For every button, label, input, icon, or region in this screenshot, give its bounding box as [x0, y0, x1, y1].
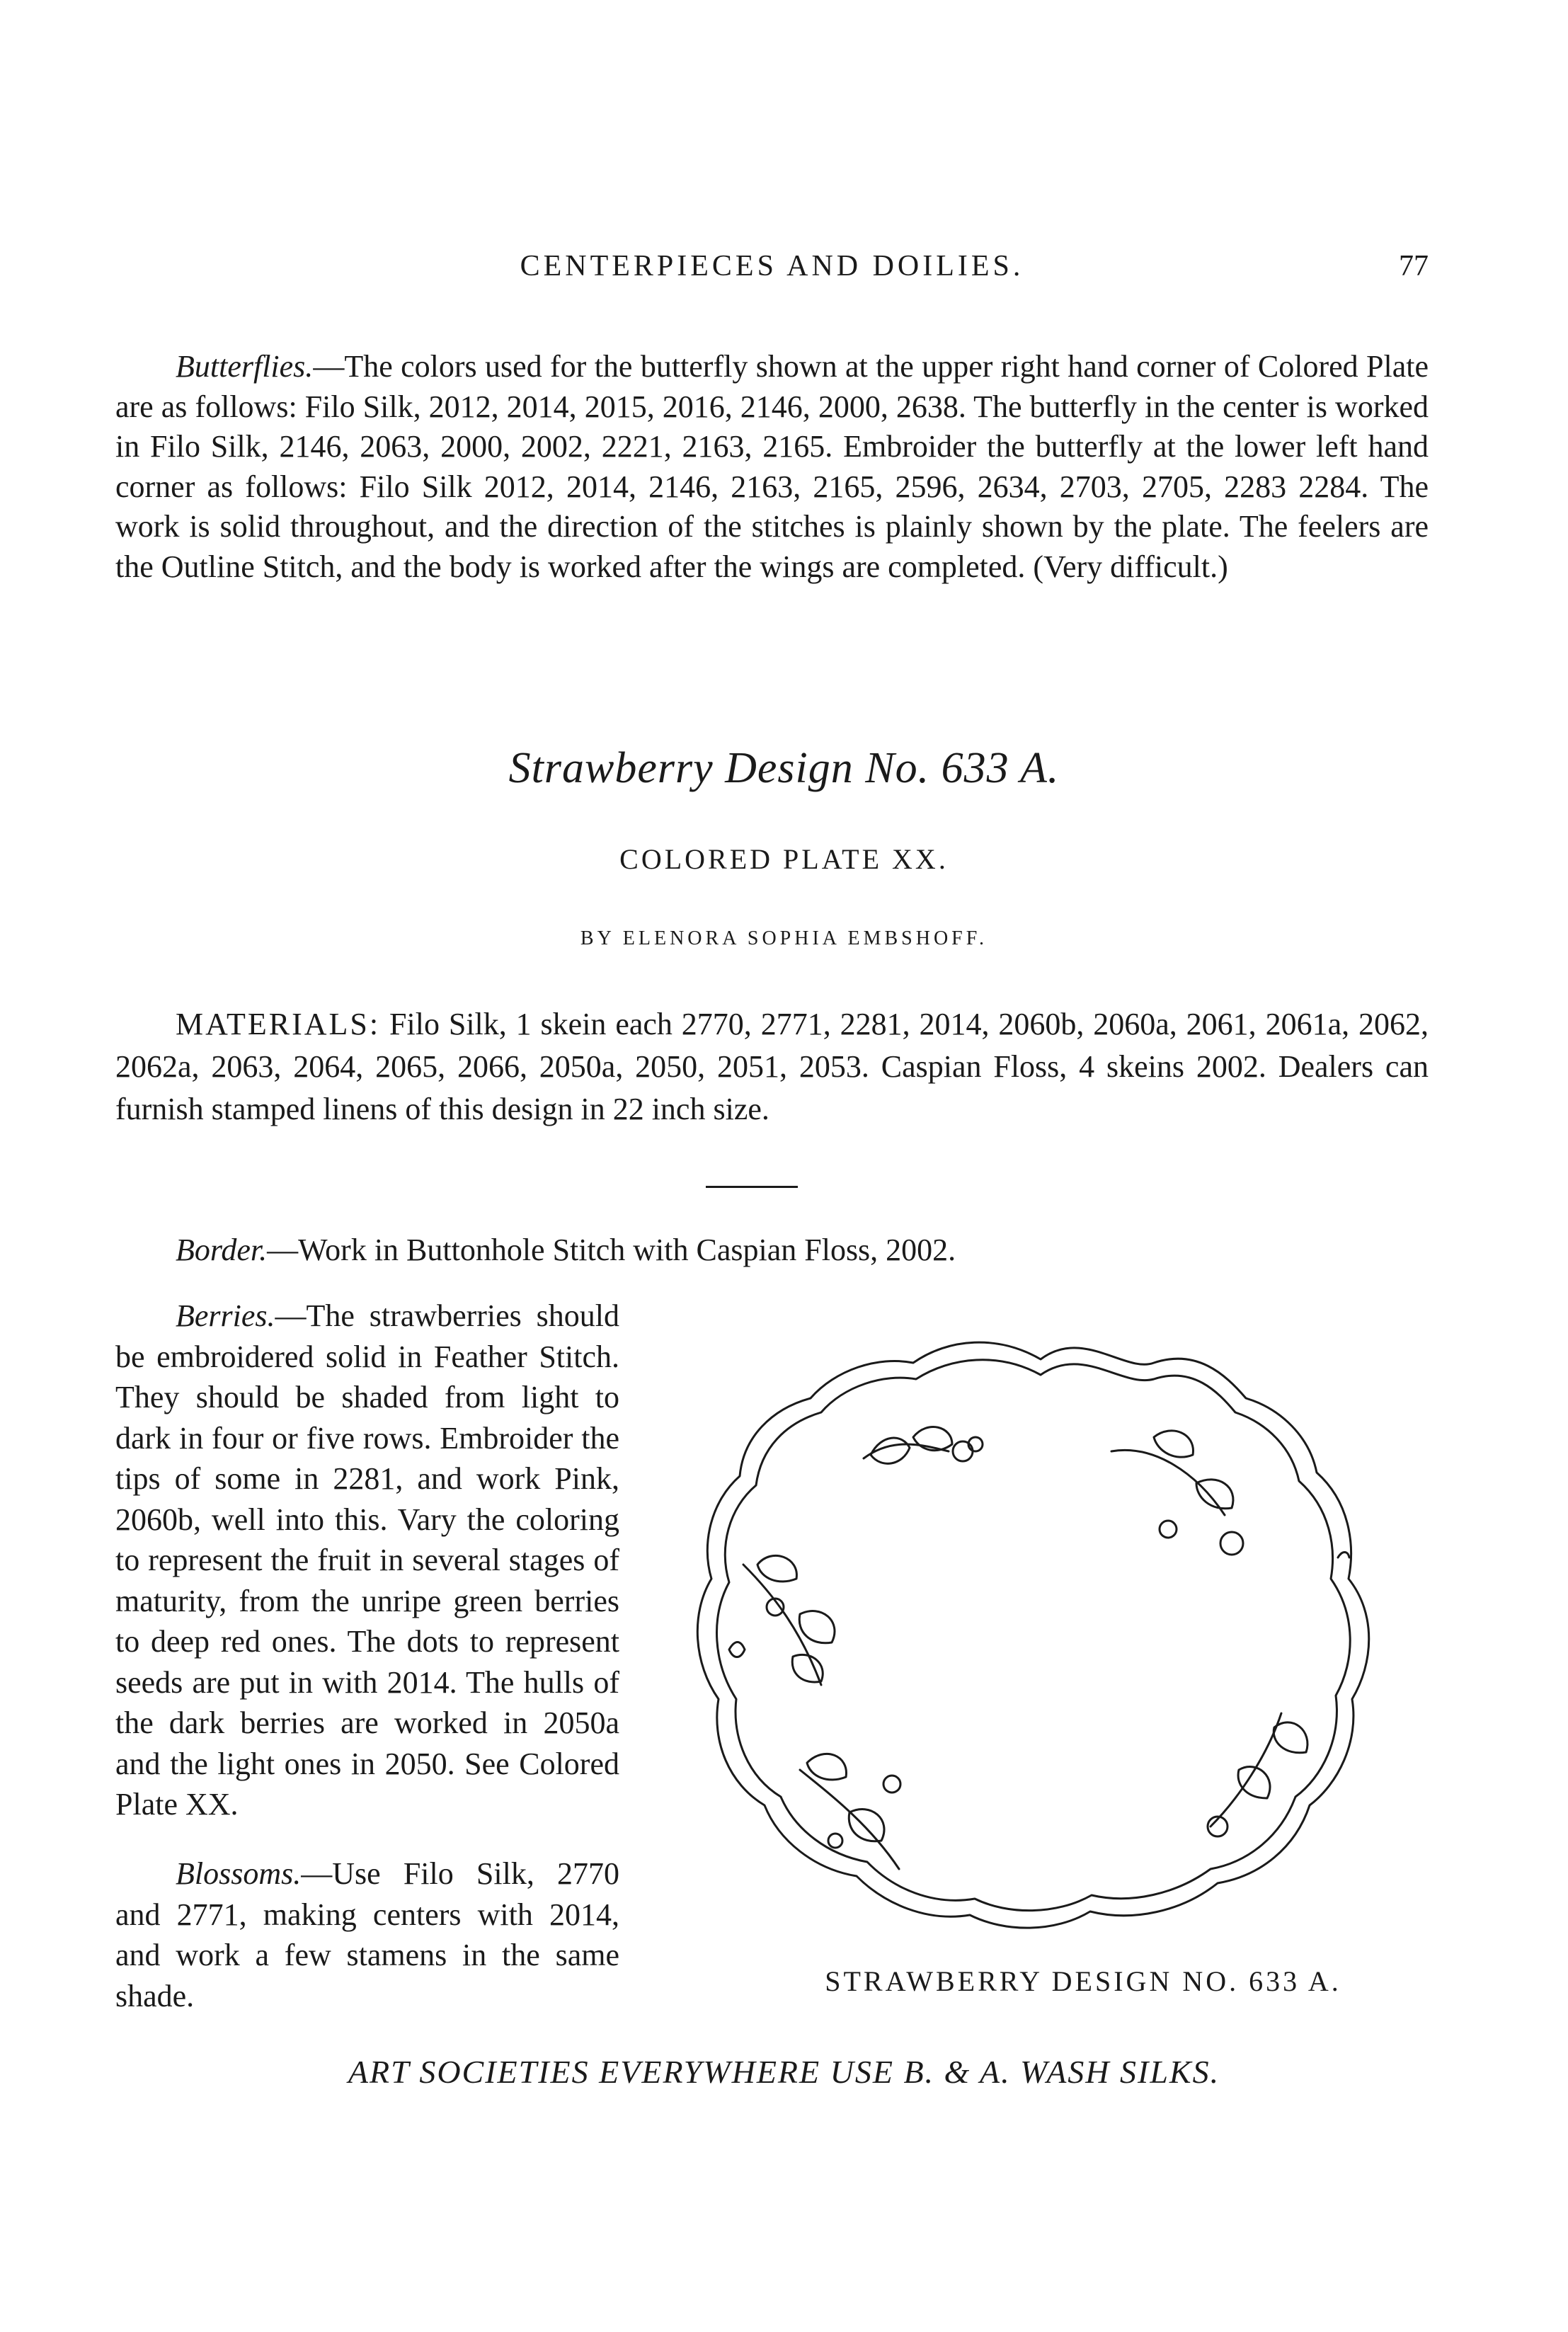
berries-text: —The strawberries should be embroidered solid in Feather Stitch. They should be shaded from light to dark in four or five rows. Embroider the tips of some in 2281, and work Pink, 2060b, well into this. Vary the coloring to represent the fruit in several stages of maturity, from the unripe green berries to deep red ones. The dots to represent seeds are put in with 2014. The hulls of the dark berries are worked in 2050a and the light ones in 2050. See Colored Plate XX. — [115, 1298, 619, 1822]
footer-advertisement: ART SOCIETIES EVERYWHERE USE B. & A. WASH SILKS. — [348, 2054, 1220, 2090]
materials-paragraph — [115, 1003, 1429, 1131]
seed-mark — [729, 1642, 745, 1657]
design-title: Strawberry Design No. 633 A. — [508, 744, 1060, 792]
seed-mark — [1338, 1553, 1349, 1558]
running-title: CENTERPIECES AND DOILIES. — [520, 250, 1024, 282]
section-divider — [706, 1186, 798, 1188]
running-header — [115, 249, 1429, 292]
top-right-strawberry-sprig — [1111, 1431, 1243, 1555]
border-text: —Work in Buttonhole Stitch with Caspian Floss, 2002. — [267, 1233, 956, 1267]
butterflies-paragraph — [115, 347, 1429, 587]
border-paragraph — [115, 1230, 1429, 1271]
author-byline: BY ELENORA SOPHIA EMBSHOFF. — [580, 927, 988, 949]
left-strawberry-sprig — [743, 1555, 835, 1685]
bottom-left-strawberry-sprig — [800, 1754, 900, 1869]
blossoms-text: —Use Filo Silk, 2770 and 2771, making centers with 2014, and work a few stamens in the same shade. — [115, 1856, 619, 2013]
materials-heading: MATERIALS: — [176, 1007, 381, 1041]
plate-label: COLORED PLATE XX. — [619, 843, 949, 875]
butterflies-heading: Butterflies. — [176, 349, 314, 384]
blossoms-heading: Blossoms. — [176, 1856, 302, 1891]
top-strawberry-sprig — [864, 1427, 983, 1464]
berries-heading: Berries. — [176, 1298, 275, 1333]
blossoms-paragraph — [115, 1853, 619, 2016]
figure-caption: STRAWBERRY DESIGN NO. 633 A. — [825, 1965, 1341, 1997]
berries-paragraph — [115, 1296, 619, 1825]
butterflies-text: —The colors used for the butterfly shown at the upper right hand corner of Colored Plate are as follows: Filo Silk, 2012, 2014, 2015, 2016, 2146, 2000, 2638. The butterfly in the center is worked in Filo Silk, 2146, 2063, 2000, 2002, 2221, 2163, 2165. Embroider the butterfly at the lower left hand corner as follows: Filo Silk 2012, 2014, 2146, 2163, 2165, 2596, 2634, 2703, 2705, 2283 2284. The work is solid throughout, and the direction of the stitches is plainly shown by the plate. The feelers are the Outline Stitch, and the body is worked after the wings are completed. (Very difficult.) — [115, 349, 1429, 584]
strawberry-design-illustration — [658, 1331, 1419, 1947]
border-heading: Border. — [176, 1233, 268, 1267]
page-number: 77 — [1399, 250, 1429, 282]
right-strawberry-sprig — [1208, 1713, 1307, 1836]
materials-text: Filo Silk, 1 skein each 2770, 2771, 2281, 2014, 2060b, 2060a, 2061, 2061a, 2062, 2062a, 2063, 2064, 2065, 2066, 2050a, 2050, 2051, 2053. Caspian Floss, 4 skeins 2002. Dealers can furnish stamped linens of this design in 22 inch size. — [115, 1007, 1429, 1126]
